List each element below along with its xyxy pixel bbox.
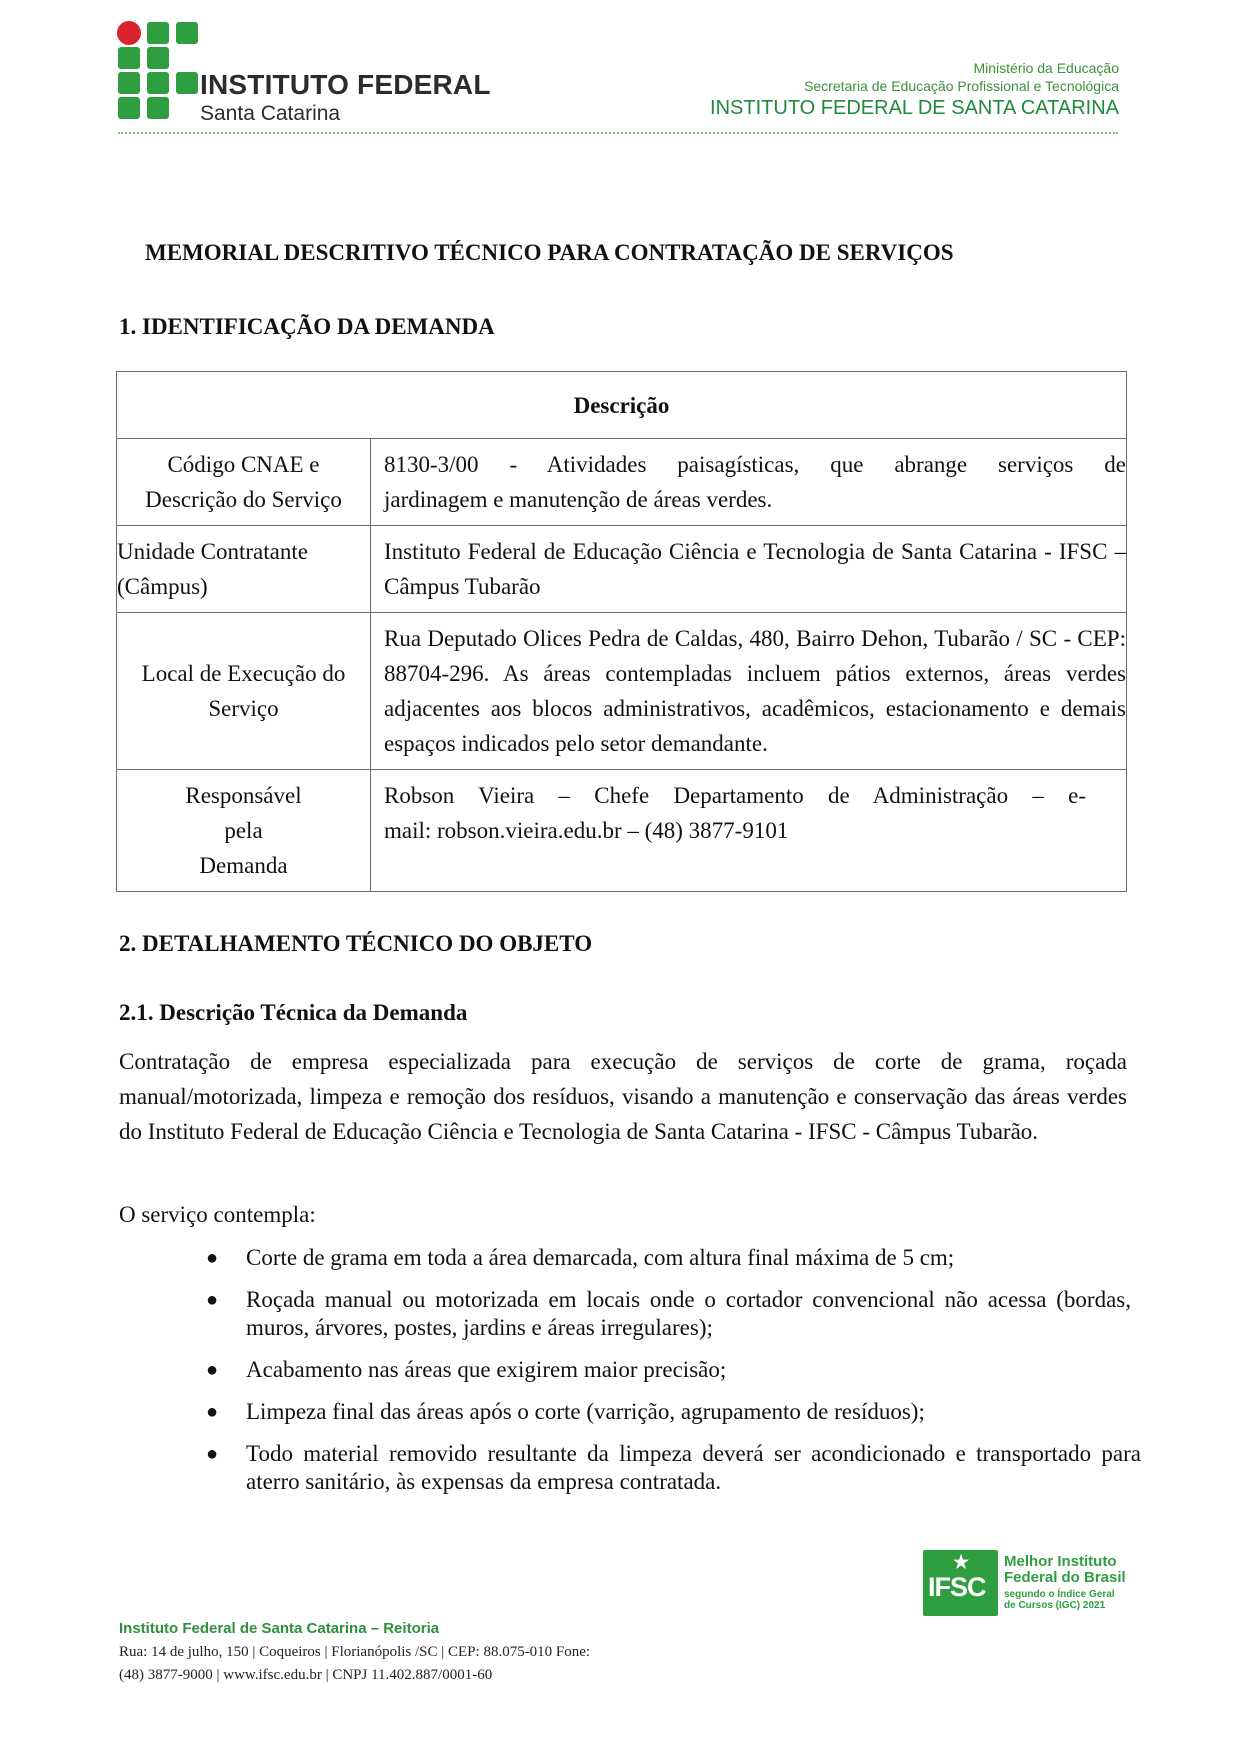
bullet-icon: ● [206,1443,219,1465]
ifsc-logo-mark [118,22,170,120]
service-list [206,1244,1141,1510]
table-header: Descrição [117,372,1127,439]
bullet-icon: ● [206,1247,219,1269]
row-label [117,770,371,892]
ministry-line: Ministério da Educação [973,60,1119,76]
row-label-line: pela [224,818,263,843]
address-line: (48) 3877-9000 | www.ifsc.edu.br | CNPJ 11.402.887/0001-60 [119,1667,493,1683]
bullet-icon: ● [206,1401,219,1423]
award-line: Federal do Brasil [1004,1569,1126,1586]
award-text [1004,1554,1126,1611]
award-line: Melhor Instituto [1004,1553,1117,1570]
institute-line: INSTITUTO FEDERAL DE SANTA CATARINA [710,97,1119,119]
logo-subtitle: Santa Catarina [200,102,341,125]
award-note: de Cursos (IGC) 2021 [1004,1600,1106,1611]
identification-table [116,371,1127,892]
row-value-line: Robson Vieira – Chefe Departamento de Administração – e- [384,783,1086,808]
row-label: Código CNAE e Descrição do Serviço [117,439,371,526]
table-header-row [117,372,1127,439]
description-paragraph: Contratação de empresa especializada para execução de serviços de corte de grama, roçada manual/motorizada, limpeza e remoção dos resíduos, visando a manutenção e conservação das áreas verdes do Instituto Federal de Educação Ciência e Tecnologia de Santa Catarina - IFSC - Câmpus Tubarão. [119,1049,1127,1144]
award-note: segundo o Índice Geral [1004,1589,1115,1600]
section-heading-1: 1. IDENTIFICAÇÃO DA DEMANDA [119,314,495,339]
star-icon: ★ [953,1552,970,1572]
row-label-line: Demanda [199,853,288,878]
footer-address [119,1641,590,1687]
bullet-icon: ● [206,1289,219,1311]
list-item: ● Corte de grama em toda a área demarcada, com altura final máxima de 5 cm; [206,1245,955,1270]
list-item: ● Limpeza final das áreas após o corte (varrição, agrupamento de resíduos); [206,1399,925,1424]
bullet-icon: ● [206,1359,219,1381]
row-value [371,439,1127,526]
table-row [117,613,1127,770]
table-row [117,526,1127,613]
list-item: ● Todo material removido resultante da limpeza deverá ser acondicionado e transportado para aterro sanitário, às expensas da empresa contratada. [206,1441,1141,1494]
address-line: Rua: 14 de julho, 150 | Coqueiros | Florianópolis /SC | CEP: 88.075-010 Fone: [119,1644,591,1660]
row-label: Unidade Contratante (Câmpus) [117,526,371,613]
row-value-line: 8130-3/00 - Atividades paisagísticas, que abrange serviços de [384,452,1126,477]
secretariat-line: Secretaria de Educação Profissional e Tecnológica [804,78,1119,94]
table-row [117,770,1127,892]
list-item: ● Acabamento nas áreas que exigirem maior precisão; [206,1357,727,1382]
ministry-block [710,59,1119,121]
service-intro: O serviço contempla: [119,1202,316,1227]
row-label-line: Responsável [185,783,302,808]
footer-institution: Instituto Federal de Santa Catarina – Reitoria [119,1620,440,1637]
ifsc-award-badge [923,1550,998,1616]
table-row [117,439,1127,526]
row-label: Local de Execução do Serviço [117,613,371,770]
badge-text: IFSC [928,1572,986,1602]
section-heading-2: 2. DETALHAMENTO TÉCNICO DO OBJETO [119,931,593,956]
row-value-line: mail: robson.vieira.edu.br – (48) 3877-9101 [384,818,789,843]
row-value: Instituto Federal de Educação Ciência e Tecnologia de Santa Catarina - IFSC – Câmpus Tubarão [371,526,1127,613]
row-value-line: jardinagem e manutenção de áreas verdes. [384,487,773,512]
subsection-heading-2-1: 2.1. Descrição Técnica da Demanda [119,1000,468,1025]
row-value: Rua Deputado Olices Pedra de Caldas, 480, Bairro Dehon, Tubarão / SC - CEP: 88704-296. As áreas contempladas incluem pátios externos, áreas verdes adjacentes aos blocos administrativos, acadêmicos, estacionamento e demais espaços indicados pelo setor demandante. [371,613,1127,770]
list-item: ● Roçada manual ou motorizada em locais onde o cortador convencional não acessa (bordas, muros, árvores, postes, jardins e áreas irregulares); [206,1287,1131,1340]
row-value [371,770,1127,892]
header-divider [118,132,1118,134]
logo-name: INSTITUTO FEDERAL [200,69,491,100]
document-title: MEMORIAL DESCRITIVO TÉCNICO PARA CONTRATAÇÃO DE SERVIÇOS [145,240,954,265]
